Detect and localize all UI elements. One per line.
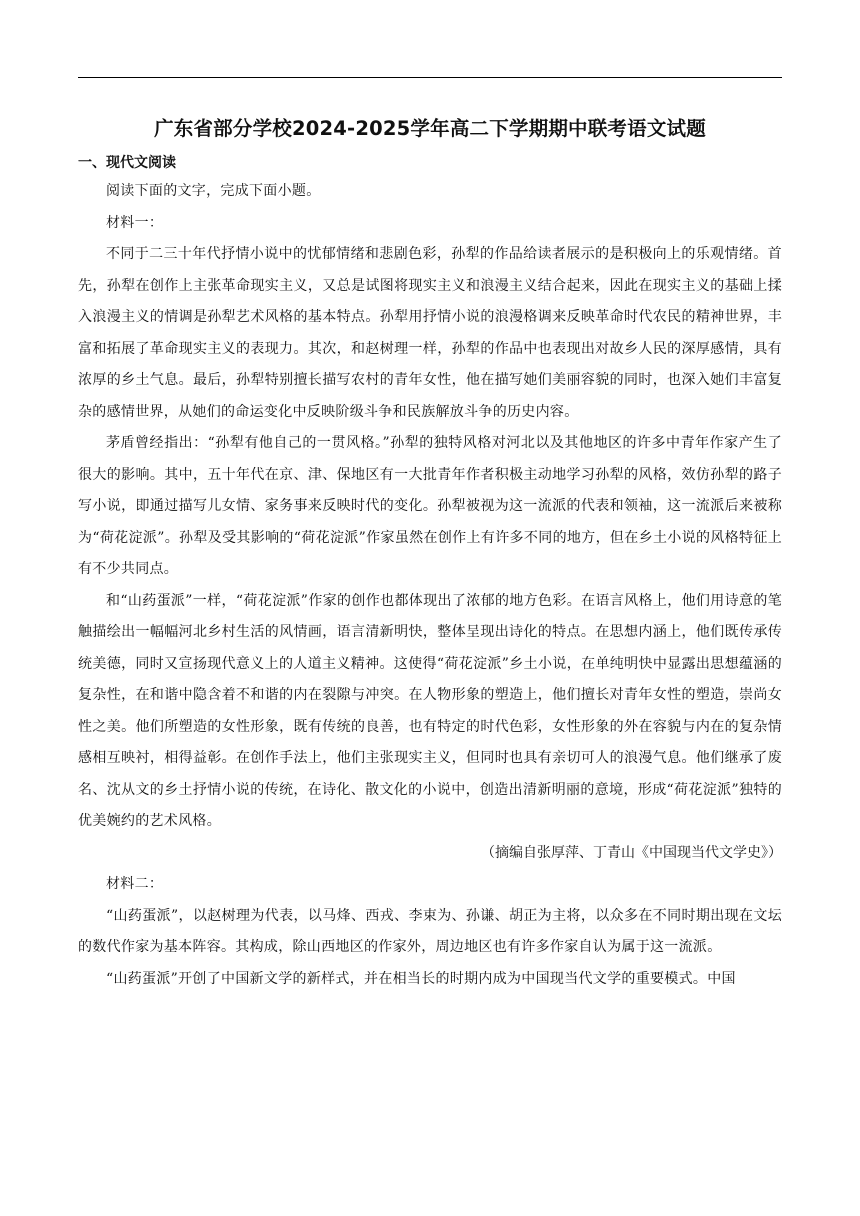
header-rule	[78, 77, 782, 78]
material1-source: （摘编自张厚萍、丁青山《中国现当代文学史》）	[481, 844, 782, 861]
document-page	[78, 112, 782, 995]
material2-paragraph: “山药蛋派”开创了中国新文学的新样式，并在相当长的时期内成为中国现当代文学的重要模式。中国	[106, 970, 736, 987]
material1-label: 材料一：	[106, 214, 164, 231]
material2-paragraph: “山药蛋派”，以赵树理为代表，以马烽、西戎、李束为、孙谦、胡正为主将，以众多在不同时期出现在文坛的数代作家为基本阵容。其构成，除山西地区的作家外，周边地区也有许多作家自认为属于这一流派。	[78, 907, 782, 955]
material1-paragraph: 不同于二三十年代抒情小说中的忧郁情绪和悲剧色彩，孙犁的作品给读者展示的是积极向上的乐观情绪。首先，孙犁在创作上主张革命现实主义，又总是试图将现实主义和浪漫主义结合起来，因此在现实主义的基础上揉入浪漫主义的情调是孙犁艺术风格的基本特点。孙犁用抒情小说的浪漫格调来反映革命时代农民的精神世界，丰富和拓展了革命现实主义的表现力。其次，和赵树理一样，孙犁的作品中也表现出对故乡人民的深厚感情，具有浓厚的乡土气息。最后，孙犁特别擅长描写农村的青年女性，他在描写她们美丽容貌的同时，也深入她们丰富复杂的感情世界，从她们的命运变化中反映阶级斗争和民族解放斗争的历史内容。	[78, 246, 782, 420]
section-heading: 一、现代文阅读	[78, 155, 176, 171]
material1-paragraph: 茅盾曾经指出：“孙犁有他自己的一贯风格。”孙犁的独特风格对河北以及其他地区的许多中青年作家产生了很大的影响。其中，五十年代在京、津、保地区有一大批青年作者积极主动地学习孙犁的风格，效仿孙犁的路子写小说，即通过描写儿女情、家务事来反映时代的变化。孙犁被视为这一流派的代表和领袖，这一流派后来被称为“荷花淀派”。孙犁及受其影响的“荷花淀派”作家虽然在创作上有许多不同的地方，但在乡土小说的风格特征上有不少共同点。	[78, 435, 782, 577]
material1-paragraph: 和“山药蛋派”一样，“荷花淀派”作家的创作也都体现出了浓郁的地方色彩。在语言风格上，他们用诗意的笔触描绘出一幅幅河北乡村生活的风情画，语言清新明快，整体呈现出诗化的特点。在思想内涵上，他们既传承传统美德，同时又宣扬现代意义上的人道主义精神。这使得“荷花淀派”乡土小说，在单纯明快中显露出思想蕴涵的复杂性，在和谐中隐含着不和谐的内在裂隙与冲突。在人物形象的塑造上，他们擅长对青年女性的塑造，崇尚女性之美。他们所塑造的女性形象，既有传统的良善，也有特定的时代色彩，女性形象的外在容貌与内在的复杂情感相互映衬，相得益彰。在创作手法上，他们主张现实主义，但同时也具有亲切可人的浪漫气息。他们继承了废名、沈从文的乡土抒情小说的传统，在诗化、散文化的小说中，创造出清新明丽的意境，形成“荷花淀派”独特的优美婉约的艺术风格。	[78, 592, 782, 829]
document-title: 广东省部分学校2024-2025学年高二下学期期中联考语文试题	[154, 117, 706, 140]
material2-label: 材料二：	[106, 876, 164, 892]
instruction-text: 阅读下面的文字，完成下面小题。	[106, 183, 321, 199]
